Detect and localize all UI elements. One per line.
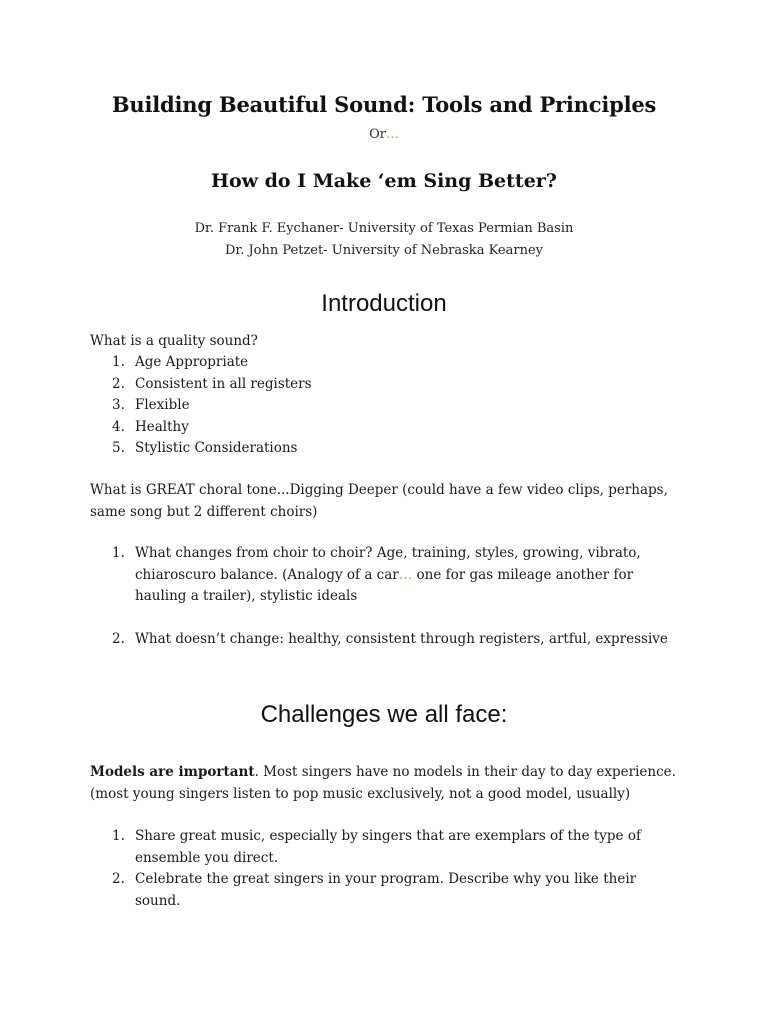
car-ellipsis: …	[398, 566, 413, 583]
list-item-number: 1.	[112, 828, 125, 844]
list-item	[90, 352, 312, 374]
models-rest-text: . Most singers have no models in their day to day experience. (most young singers listen to pop music exclusively, not a good model, usually)	[90, 764, 676, 802]
great-tone-paragraph: What is GREAT choral tone...Digging Deeper (could have a few video clips, perhaps, same song but 2 different choirs)	[90, 482, 668, 520]
list-item-text: What doesn’t change: healthy, consistent through registers, artful, expressive	[135, 631, 668, 647]
list-item-text-before: What changes from choir to choir? Age, training, styles, growing, vibrato, chiaroscuro balance. (Analogy of a car	[135, 545, 641, 583]
list-item-number: 2.	[112, 375, 125, 392]
list-item-text-after: one for gas mileage another for hauling a trailer), stylistic ideals	[135, 566, 634, 604]
or-text: Or	[369, 127, 386, 142]
list-item-number: 2.	[112, 871, 125, 887]
quality-question: What is a quality sound?	[90, 333, 258, 349]
list-item	[90, 374, 312, 396]
list-item	[90, 543, 680, 608]
list-item	[90, 395, 312, 417]
document-subtitle: How do I Make ‘em Sing Better?	[211, 170, 557, 192]
list-item-number: 2.	[112, 631, 125, 647]
challenges-list	[90, 826, 680, 912]
quality-list	[90, 352, 312, 460]
models-bold-text: Models are important	[90, 764, 255, 780]
list-item-number: 4.	[112, 418, 125, 435]
list-item-number: 3.	[112, 397, 125, 413]
list-item-text: Stylistic Considerations	[135, 440, 298, 456]
list-item-text: Healthy	[135, 418, 189, 435]
list-item-number: 1.	[112, 354, 125, 370]
challenges-heading: Challenges we all face:	[260, 701, 508, 728]
list-item-number: 1.	[112, 545, 125, 561]
list-item	[90, 438, 312, 460]
author-line-1: Dr. Frank F. Eychaner- University of Texas Permian Basin	[194, 221, 574, 236]
list-item-text: Celebrate the great singers in your program. Describe why you like their sound.	[135, 871, 637, 909]
list-item	[90, 826, 680, 869]
list-item	[90, 417, 312, 439]
list-item-text: Age Appropriate	[135, 354, 249, 370]
introduction-heading: Introduction	[321, 290, 447, 317]
list-item-number: 5.	[112, 440, 125, 456]
or-ellipsis: …	[385, 127, 399, 142]
or-line	[0, 127, 768, 142]
list-item-text: Consistent in all registers	[135, 375, 312, 392]
list-item	[90, 869, 680, 912]
models-paragraph	[90, 762, 680, 805]
no-change-list	[90, 629, 680, 651]
changes-list	[90, 543, 680, 608]
list-item-text: Share great music, especially by singers that are exemplars of the type of ensemble you direct.	[135, 828, 641, 866]
author-line-2: Dr. John Petzet- University of Nebraska Kearney	[224, 243, 544, 258]
list-item	[90, 629, 680, 651]
document-title: Building Beautiful Sound: Tools and Principles	[111, 92, 657, 117]
list-item-text: Flexible	[135, 397, 190, 413]
